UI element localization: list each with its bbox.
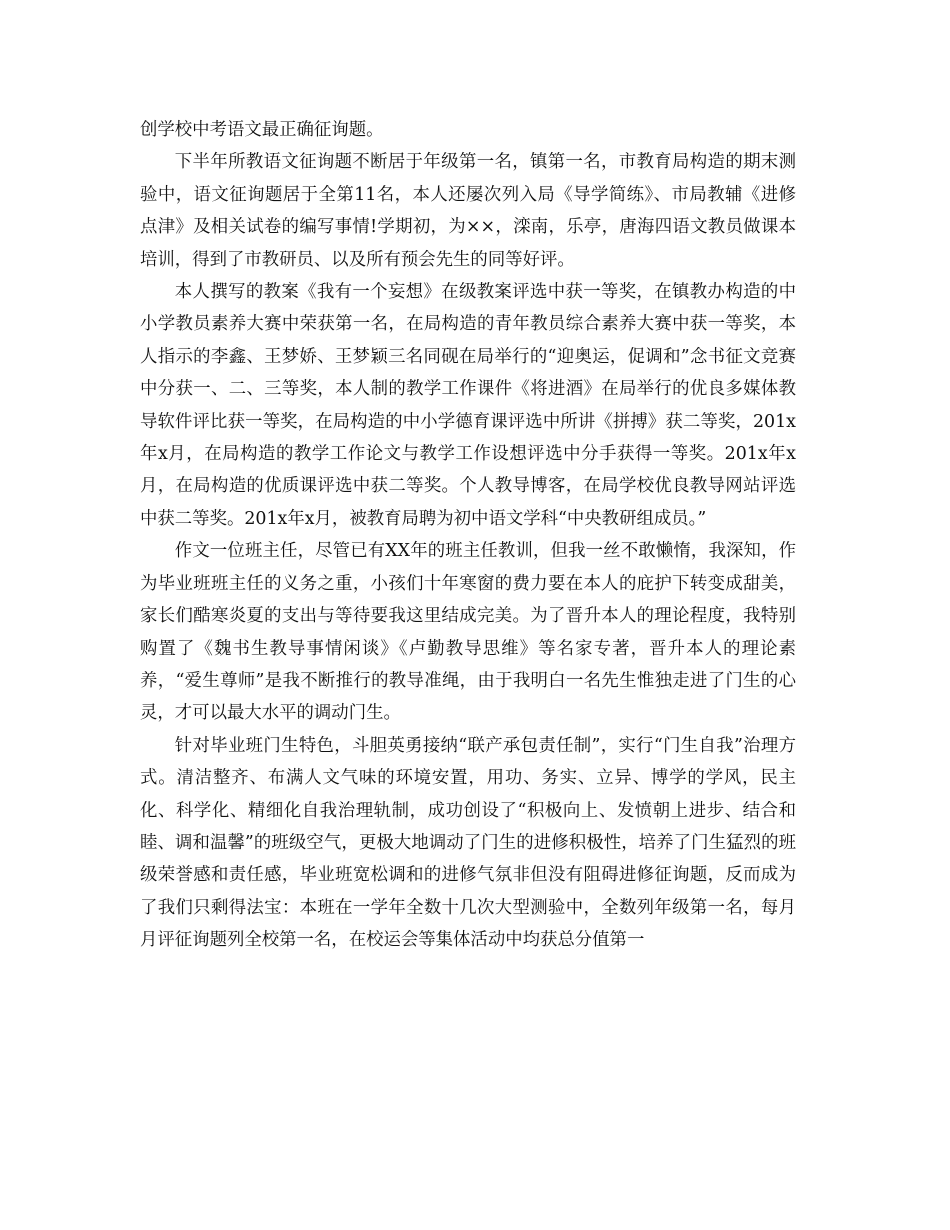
paragraph-1: 创学校中考语文最正确征询题。 [140, 120, 384, 140]
paragraph-4: 作文一位班主任，尽管已有XX年的班主任教训，但我一丝不敢懒惰，我深知，作为毕业班班主任的义务之重，小孩们十年寒窗的费力要在本人的庇护下转变成甜美，家长们酷寒炎夏的支出与等待要我这里结成完美。为了晋升本人的理论程度，我特别购置了《魏书生教导事情闲谈》《卢勤教导思维》等名家专著，晋升本人的理论素养，“爱生尊师”是我不断推行的教导准绳，由于我明白一名先生惟独走进了门生的心灵，才可以最大水平的调动门生。 [140, 541, 796, 724]
document-body [140, 114, 796, 957]
paragraph-3: 本人撰写的教案《我有一个妄想》在级教案评选中获一等奖，在镇教办构造的中小学教员素养大赛中荣获第一名，在局构造的青年教员综合素养大赛中获一等奖，本人指示的李鑫、王梦娇、王梦颖三名同砚在局举行的“迎奥运，促调和”念书征文竞赛中分获一、二、三等奖，本人制的教学工作课件《将进酒》在局举行的优良多媒体教导软件评比获一等奖，在局构造的中小学德育课评选中所讲《拼搏》获二等奖，201x年x月，在局构造的教学工作论文与教学工作设想评选中分手获得一等奖。201x年x月，在局构造的优质课评选中获二等奖。个人教导博客，在局学校优良教导网站评选中获二等奖。201x年x月，被教育局聘为初中语文学科“中央教研组成员。” [140, 282, 796, 529]
paragraph-5: 针对毕业班门生特色，斗胆英勇接纳“联产承包责任制”，实行“门生自我”治理方式。清洁整齐、布满人文气味的环境安置，用功、务实、立异、博学的学风，民主化、科学化、精细化自我治理轨制，成功创设了“积极向上、发愤朝上进步、结合和睦、调和温馨”的班级空气，更极大地调动了门生的进修积极性，培养了门生猛烈的班级荣誉感和责任感，毕业班宽松调和的进修气氛非但没有阻碍进修征询题，反而成为了我们只剩得法宝：本班在一学年全数十几次大型测验中，全数列年级第一名，每月月评征询题列全校第一名，在校运会等集体活动中均获总分值第一 [140, 735, 796, 951]
paragraph-2: 下半年所教语文征询题不断居于年级第一名，镇第一名，市教育局构造的期末测验中，语文征询题居于全第11名，本人还屡次列入局《导学简练》、市局教辅《进修点津》及相关试卷的编写事情!学期初，为××，滦南，乐亭，唐海四语文教员做课本培训，得到了市教研员、以及所有预会先生的同等好评。 [140, 152, 796, 270]
